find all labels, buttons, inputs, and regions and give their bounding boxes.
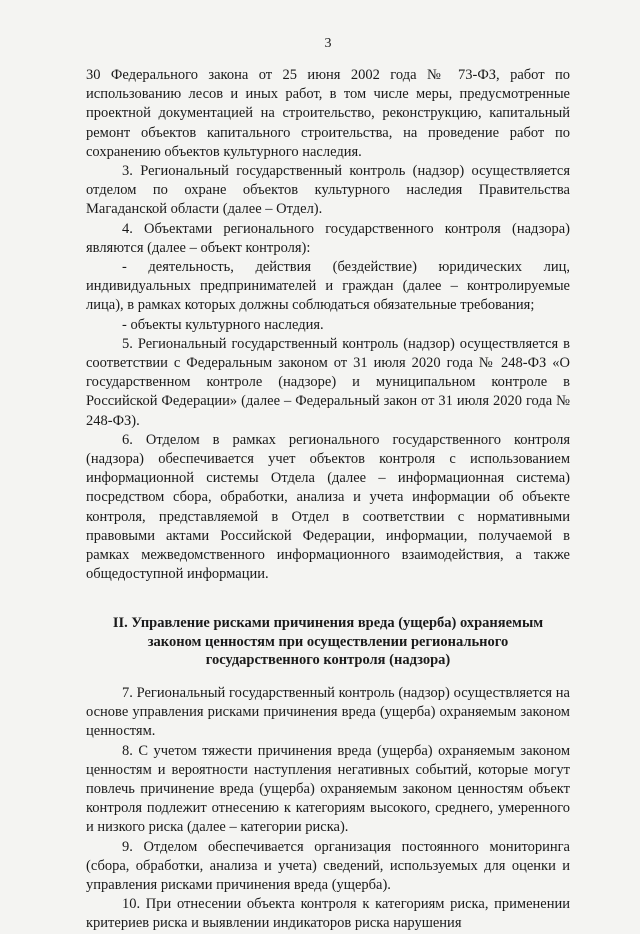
- paragraph-6: 6. Отделом в рамках регионального государственного контроля (надзора) обеспечивается учет объектов контроля с использованием информационной системы Отдела (далее – информационная система) посредством сбора, обработки, анализа и учета информации об объекте контроля, представляемой в Отдел в соответствии с нормативными правовыми актами Российской Федерации, информации, получаемой в рамках межведомственного информационного взаимодействия, а также общедоступной информации.: [86, 431, 570, 583]
- paragraph-9: 9. Отделом обеспечивается организация постоянного мониторинга (сбора, обработки, анализа и учета) сведений, используемых для оценки и управления рисками причинения вреда (ущерба).: [86, 838, 570, 894]
- section-2-heading: [86, 614, 570, 670]
- section-2-body: [86, 684, 570, 934]
- section-2-heading-line-2: законом ценностям при осуществлении регионального: [147, 633, 509, 650]
- paragraph-7: 7. Региональный государственный контроль (надзор) осуществляется на основе управления рисками причинения вреда (ущерба) охраняемым законом ценностям.: [86, 684, 570, 740]
- section-2-heading-line-3: государственного контроля (надзора): [205, 652, 451, 669]
- paragraph-4-item-1: - деятельность, действия (бездействие) юридических лиц, индивидуальных предпринимателей и граждан (далее – контролируемые лица), в рамках которых должны соблюдаться обязательные требования;: [86, 259, 570, 314]
- paragraph-continuation: 30 Федерального закона от 25 июня 2002 года № 73-ФЗ, работ по использованию лесов и иных работ, в том числе меры, предусмотренные проектной документацией на строительство, реконструкцию, капитальный ремонт объектов капитального строительства, на проведение работ по сохранению объектов культурного наследия.: [86, 67, 570, 160]
- page-number: 3: [324, 36, 332, 51]
- paragraph-4: 4. Объектами регионального государственного контроля (надзора) являются (далее – объект контроля):: [86, 220, 570, 256]
- section-2-heading-line-1: II. Управление рисками причинения вреда (ущерба) охраняемым: [112, 615, 544, 632]
- paragraph-4-item-2: - объекты культурного наследия.: [122, 316, 324, 333]
- paragraph-10: 10. При отнесении объекта контроля к категориям риска, применении критериев риска и выявлении индикаторов риска нарушения: [86, 896, 570, 932]
- section-1-body: [86, 66, 570, 584]
- paragraph-8: 8. С учетом тяжести причинения вреда (ущерба) охраняемым законом ценностям и вероятности наступления негативных событий, которые могут повлечь причинение вреда (ущерба) охраняемым законом ценностям объект контроля подлежит отнесению к категориям высокого, среднего, умеренного и низкого риска (далее – категории риска).: [86, 742, 570, 836]
- paragraph-5: 5. Региональный государственный контроль (надзор) осуществляется в соответствии с Федеральным законом от 31 июля 2020 года № 248-ФЗ «О государственном контроле (надзоре) и муниципальном контроле в Российской Федерации» (далее – Федеральный закон от 31 июля 2020 года № 248-ФЗ).: [86, 335, 570, 429]
- paragraph-3: 3. Региональный государственный контроль (надзор) осуществляется отделом по охране объектов культурного наследия Правительства Магаданской области (далее – Отдел).: [86, 163, 570, 218]
